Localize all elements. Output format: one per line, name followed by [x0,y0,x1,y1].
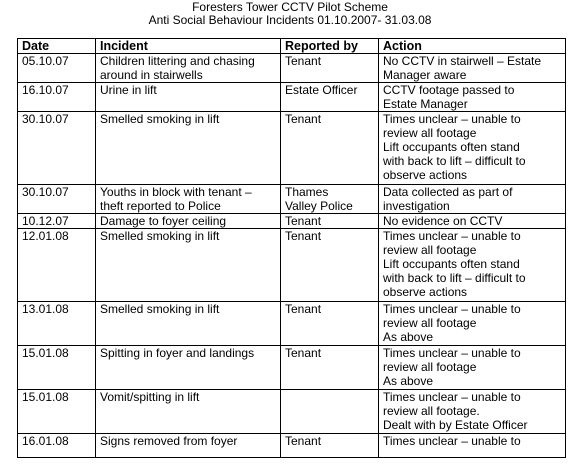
cell-reported-by [281,346,379,390]
cell-date-line: 16.10.07 [22,83,69,97]
table-row [18,346,566,390]
cell-incident [96,185,281,214]
cell-date [18,229,96,302]
cell-reported-by-line: Tenant [285,346,322,360]
cell-incident [96,390,281,434]
cell-action-line: No CCTV in stairwell – Estate [383,54,542,68]
cell-date [18,83,96,112]
cell-reported-by-line: Tenant [285,214,322,228]
cell-reported-by [281,112,379,185]
cell-incident-line: Children littering and chasing [100,54,255,68]
cell-action [379,229,566,302]
cell-action-line: with back to lift – difficult to [383,271,526,285]
cell-incident [96,346,281,390]
cell-incident-line: Urine in lift [100,83,157,97]
cell-incident [96,434,281,458]
cell-action [379,83,566,112]
cell-action-line: review all footage [383,316,477,330]
cell-action-line: Times unclear – unable to [383,390,521,404]
column-header-incident: Incident [96,39,281,54]
cell-date [18,346,96,390]
cell-reported-by-line: Tenant [285,434,322,448]
cell-reported-by-line: Thames [285,185,329,199]
cell-date [18,54,96,83]
cell-action-line: review all footage [383,243,477,257]
cell-incident-line: Spitting in foyer and landings [100,346,255,360]
cell-reported-by-line: Tenant [285,112,322,126]
cell-incident [96,229,281,302]
page-subtitle: Anti Social Behaviour Incidents 01.10.2007- 31.03.08 [148,13,432,27]
column-header-action: Action [379,39,566,54]
table-header-row [18,39,566,54]
cell-action-line: with back to lift – difficult to [383,154,526,168]
cell-incident-line: Vomit/spitting in lift [100,390,200,404]
cell-date [18,214,96,229]
cell-incident [96,83,281,112]
cell-action-line: As above [383,374,434,388]
cell-action [379,434,566,458]
cell-action [379,346,566,390]
cell-action-line: review all footage. [383,404,480,418]
cell-action [379,214,566,229]
cell-reported-by [281,83,379,112]
cell-action-line: review all footage [383,360,477,374]
cell-action-line: Data collected as part of [383,185,513,199]
cell-incident-line: theft reported to Police [100,199,221,213]
cell-date-line: 10.12.07 [22,214,69,228]
cell-incident-line: around in stairwells [100,68,203,82]
cell-action-line: Times unclear – unable to [383,112,521,126]
table-row [18,434,566,458]
cell-action-line: No evidence on CCTV [383,214,503,228]
cell-action-line: Times unclear – unable to [383,229,521,243]
page-header [0,0,580,27]
cell-date-line: 12.01.08 [22,229,69,243]
cell-reported-by-line: Estate Officer [285,83,358,97]
cell-action-line: Lift occupants often stand [383,140,520,154]
cell-date-line: 15.01.08 [22,390,69,404]
cell-date-line: 15.01.08 [22,346,69,360]
table-row [18,214,566,229]
cell-action-line: Dealt with by Estate Officer [383,418,528,432]
cell-reported-by-line: Tenant [285,302,322,316]
cell-date-line: 16.01.08 [22,434,69,448]
cell-date [18,185,96,214]
table-row [18,185,566,214]
cell-incident-line: Smelled smoking in lift [100,112,220,126]
incidents-table [17,38,566,458]
cell-action [379,390,566,434]
cell-reported-by [281,214,379,229]
cell-action-line: CCTV footage passed to [383,83,515,97]
cell-incident-line: Youths in block with tenant – [100,185,252,199]
cell-date-line: 30.10.07 [22,185,69,199]
cell-action-line: Times unclear – unable to [383,302,521,316]
cell-action [379,302,566,346]
cell-action [379,112,566,185]
cell-incident-line: Signs removed from foyer [100,434,238,448]
cell-date-line: 13.01.08 [22,302,69,316]
cell-date-line: 05.10.07 [22,54,69,68]
cell-action [379,185,566,214]
cell-date-line: 30.10.07 [22,112,69,126]
cell-date [18,434,96,458]
cell-action-line: Times unclear – unable to [383,434,521,448]
cell-date [18,302,96,346]
cell-date [18,112,96,185]
cell-incident-line: Smelled smoking in lift [100,302,220,316]
cell-action [379,54,566,83]
table-body [18,54,566,458]
cell-reported-by [281,434,379,458]
cell-date [18,390,96,434]
table-row [18,83,566,112]
page-title: Foresters Tower CCTV Pilot Scheme [192,0,388,14]
cell-incident [96,214,281,229]
cell-reported-by [281,54,379,83]
table-row [18,112,566,185]
cell-action-line: As above [383,330,434,344]
table-row [18,390,566,434]
cell-incident-line: Smelled smoking in lift [100,229,220,243]
cell-action-line: Manager aware [383,68,467,82]
cell-incident [96,302,281,346]
table-row [18,54,566,83]
cell-reported-by-line: Valley Police [285,199,353,213]
cell-action-line: Estate Manager [383,97,468,111]
cell-action-line: observe actions [383,168,468,182]
cell-reported-by-line: Tenant [285,229,322,243]
cell-reported-by-line: Tenant [285,54,322,68]
cell-incident-line: Damage to foyer ceiling [100,214,227,228]
column-header-reported-by: Reported by [281,39,379,54]
cell-reported-by [281,302,379,346]
cell-action-line: investigation [383,199,450,213]
cell-action-line: observe actions [383,285,468,299]
column-header-date: Date [18,39,96,54]
table-row [18,302,566,346]
cell-incident [96,54,281,83]
cell-reported-by [281,390,379,434]
cell-reported-by [281,229,379,302]
cell-incident [96,112,281,185]
cell-action-line: review all footage [383,126,477,140]
cell-reported-by [281,185,379,214]
cell-action-line: Lift occupants often stand [383,257,520,271]
cell-action-line: Times unclear – unable to [383,346,521,360]
table-row [18,229,566,302]
